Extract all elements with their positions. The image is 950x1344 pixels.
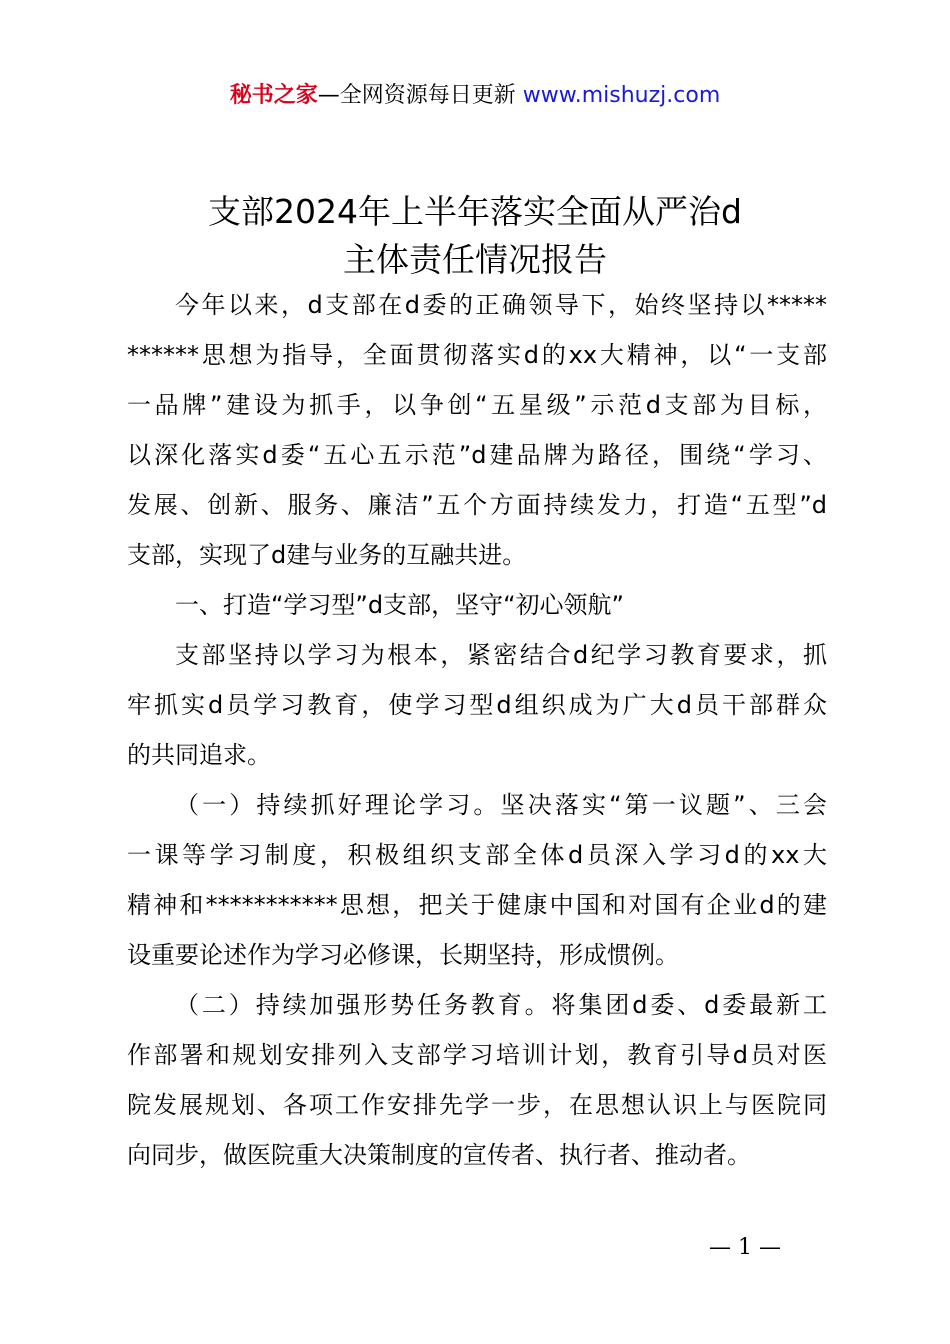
brand-name: 秘书之家 [229,83,318,108]
text-line: 的共同追求。 [127,741,271,769]
text-line: 支部坚持以学习为根本，紧密结合d纪学习教育要求，抓 [175,641,827,669]
paragraph-intro [127,280,827,580]
text-line: 向同步，做医院重大决策制度的宣传者、执行者、推动者。 [127,1141,751,1169]
title-line-2: 主体责任情况报告 [343,240,607,279]
text-line: 一课等学习制度，积极组织支部全体d员深入学习d的xx大 [127,841,827,869]
section-heading: 一、打造“学习型”d支部，坚守“初心领航” [175,591,624,619]
text-line: ******思想为指导，全面贯彻落实d的xx大精神，以“一支部 [127,341,827,369]
text-line: 牢抓实d员学习教育，使学习型d组织成为广大d员干部群众 [127,691,827,719]
text-line: 设重要论述作为学习必修课，长期坚持，形成惯例。 [127,941,679,969]
paragraph-situation-education [127,980,827,1180]
text-line: 精神和***********思想，把关于健康中国和对国有企业d的建 [127,891,827,919]
document-title [0,188,950,284]
text-line: 作部署和规划安排列入支部学习培训计划，教育引导d员对医 [127,1041,827,1069]
page-number: — 1 — [709,1235,781,1260]
text-line: 院发展规划、各项工作安排先学一步，在思想认识上与医院同 [127,1091,827,1119]
text-line: 一品牌”建设为抓手，以争创“五星级”示范d支部为目标， [127,391,827,419]
header-url-link[interactable]: www.mishuzj.com [522,83,721,108]
text-line: （一）持续抓好理论学习。坚决落实“第一议题”、三会 [175,791,827,819]
title-line-1: 支部2024年上半年落实全面从严治d [208,192,742,231]
text-line: 发展、创新、服务、廉洁”五个方面持续发力，打造“五型”d [127,491,827,519]
text-line: 支部，实现了d建与业务的互融共进。 [127,541,527,569]
site-header [0,80,950,112]
text-line: （二）持续加强形势任务教育。将集团d委、d委最新工 [175,991,827,1019]
header-tagline: —全网资源每日更新 [317,83,516,108]
paragraph-section-intro [127,630,827,780]
paragraph-theory-study [127,780,827,980]
document-body [127,280,827,1180]
text-line: 今年以来，d支部在d委的正确领导下，始终坚持以***** [175,291,827,319]
text-line: 以深化落实d委“五心五示范”d建品牌为路径，围绕“学习、 [127,441,827,469]
